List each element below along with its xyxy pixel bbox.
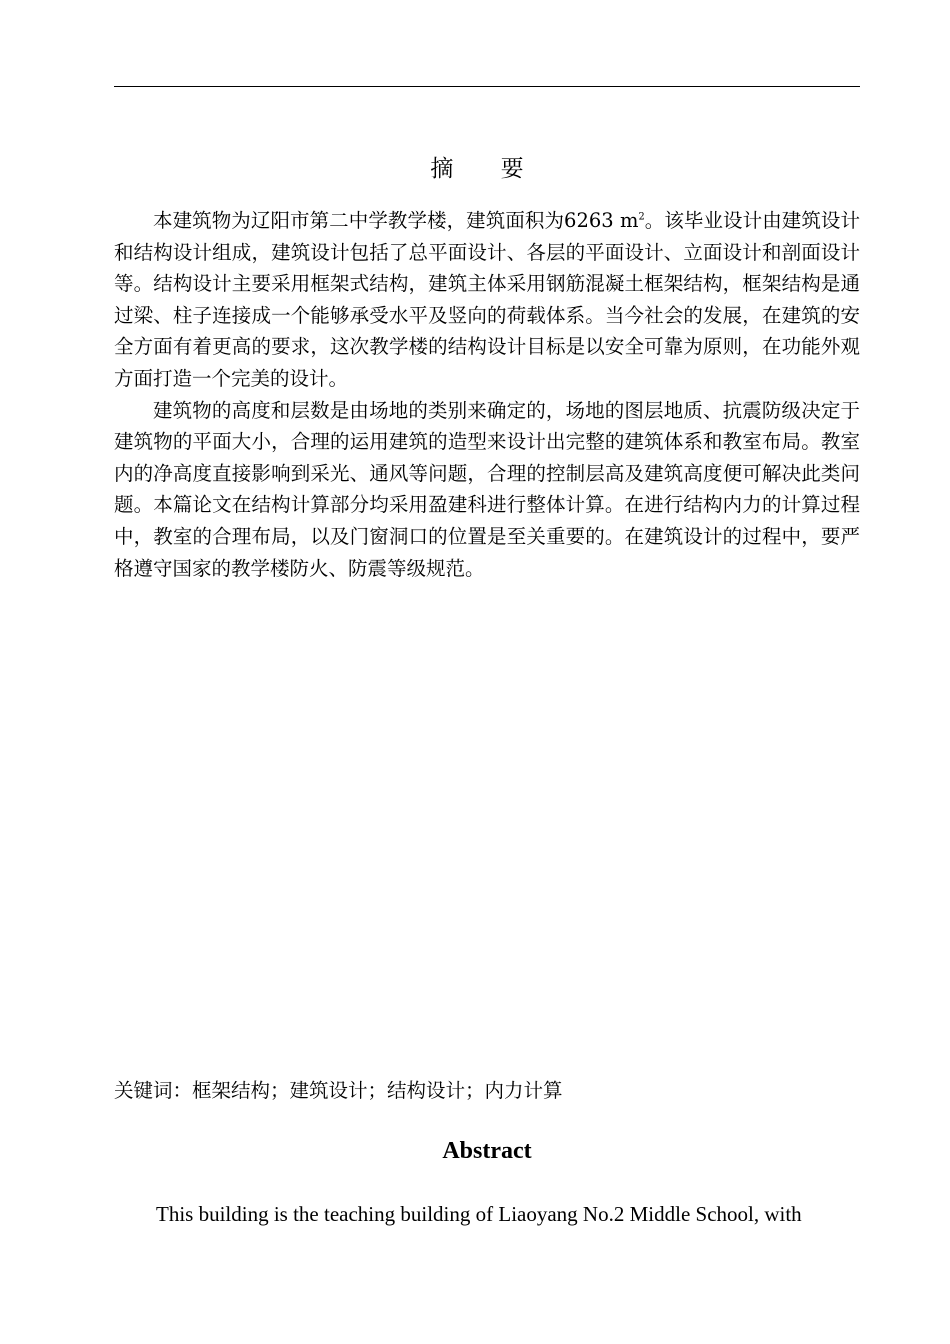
abstract-body-en bbox=[114, 1198, 860, 1230]
abstract-title-en: Abstract bbox=[442, 1138, 532, 1164]
abstract-body-cn bbox=[114, 205, 860, 584]
keywords-text: 框架结构；建筑设计；结构设计；内力计算 bbox=[192, 1079, 563, 1102]
paragraph-1-rest: 。该毕业设计由建筑设计和结构设计组成，建筑设计包括了总平面设计、各层的平面设计、立面设计和剖面设计等。结构设计主要采用框架式结构，建筑主体采用钢筋混凝土框架结构，框架结构是通过梁、柱子连接成一个能够承受水平及竖向的荷载体系。当今社会的发展，在建筑的安全方面有着更高的要求，这次教学楼的结构设计目标是以安全可靠为原则，在功能外观方面打造一个完美的设计。 bbox=[114, 209, 860, 390]
abstract-en-paragraph-1: This building is the teaching building of Liaoyang No.2 Middle School, with bbox=[156, 1202, 802, 1226]
paragraph-1-lead: 本建筑物为辽阳市第二中学教学楼，建筑面积为6263 m bbox=[153, 209, 639, 232]
keywords-label: 关键词： bbox=[114, 1079, 193, 1102]
abstract-title-cn: 摘 要 bbox=[430, 156, 544, 182]
keywords-line bbox=[114, 1075, 860, 1106]
abstract-paragraph-2: 建筑物的高度和层数是由场地的类别来确定的，场地的图层地质、抗震防级决定于建筑物的平面大小，合理的运用建筑的造型来设计出完整的建筑体系和教室布局。教室内的净高度直接影响到采光、通风等问题，合理的控制层高及建筑高度便可解决此类问题。本篇论文在结构计算部分均采用盈建科进行整体计算。在进行结构内力的计算过程中，教室的合理布局，以及门窗洞口的位置是至关重要的。在建筑设计的过程中，要严格遵守国家的教学楼防火、防震等级规范。 bbox=[114, 398, 860, 580]
header-rule bbox=[114, 86, 860, 87]
abstract-paragraph-1 bbox=[114, 205, 860, 395]
superscript-area-unit: 2 bbox=[638, 211, 645, 223]
